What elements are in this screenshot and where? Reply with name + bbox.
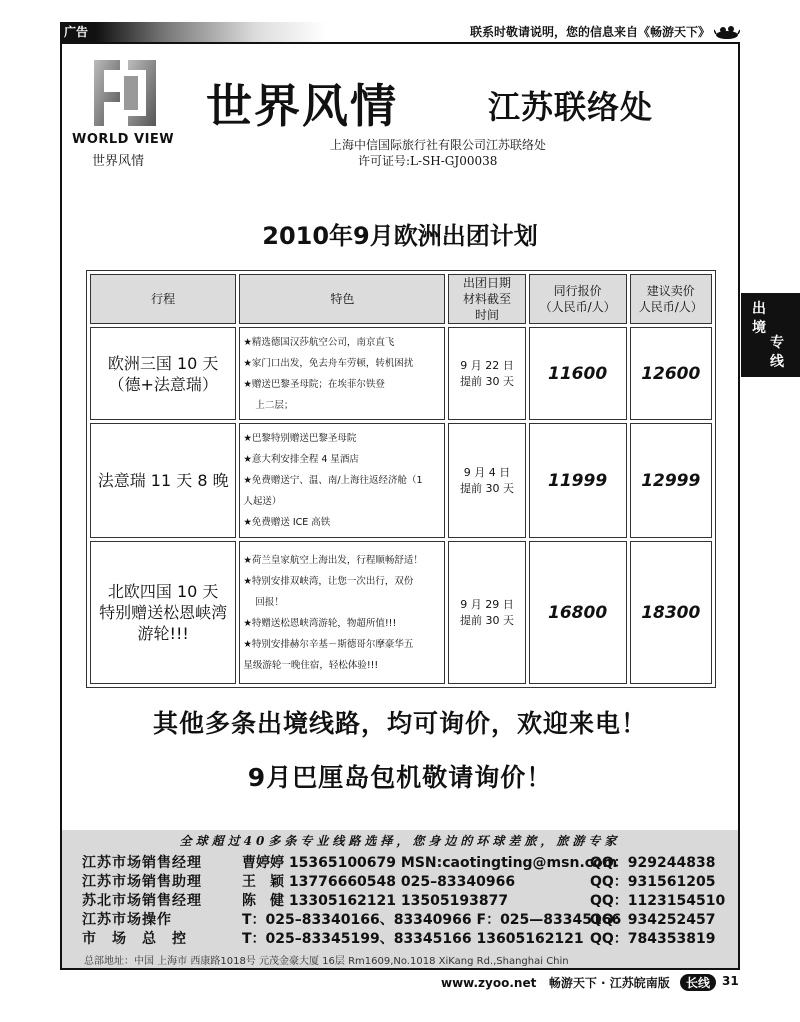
- contact-qq: QQ：784353819: [590, 931, 716, 947]
- deadline: 提前 30 天: [460, 613, 515, 627]
- feature-line: ★免费赠送 ICE 高铁: [243, 517, 331, 528]
- header-route: 行程: [90, 274, 236, 324]
- route-line: 法意瑞 11 天 8 晚: [97, 471, 229, 490]
- promo-line-2: 9月巴厘岛包机敬请询价！: [247, 763, 553, 792]
- date-cell: [448, 423, 525, 538]
- date-cell: [448, 541, 525, 684]
- features-cell: [239, 541, 445, 684]
- header-date-l2: 材料截至: [463, 292, 512, 306]
- table-header-row: [90, 274, 712, 324]
- contact-info: T：025–83345199、83345166 13605162121: [242, 931, 584, 947]
- contact-info: 陈 健 13305162121 13505193877: [242, 893, 509, 909]
- hq-address: 总部地址：中国 上海市 西康路1018号 元茂金豪大厦 16层 Rm1609,No.1018 XiKang Rd.,Shanghai Chin: [84, 956, 569, 967]
- contact-role: 江苏市场销售经理: [82, 855, 202, 871]
- ad-frame: [60, 42, 740, 970]
- suggested-price: 12999: [630, 423, 712, 538]
- deadline: 提前 30 天: [460, 481, 515, 495]
- feature-line: ★精选德国汉莎航空公司，南京直飞: [243, 336, 395, 348]
- header-date-l1: 出团日期: [463, 276, 512, 290]
- route-line: 游轮!!!: [137, 624, 189, 643]
- departure-date: 9 月 29 日: [460, 597, 514, 611]
- mascot-icon: [714, 24, 740, 40]
- contact-role: 江苏市场操作: [82, 912, 172, 928]
- deadline: 提前 30 天: [460, 374, 515, 388]
- feature-line: ★赠送巴黎圣母院；在埃菲尔铁登: [243, 378, 385, 390]
- brand-office: 江苏联络处: [488, 88, 654, 126]
- footer-section-badge: 长线: [680, 974, 716, 991]
- side-tab-char: 专: [770, 335, 784, 351]
- suggested-price: 18300: [630, 541, 712, 684]
- logo-chinese: 世界风情: [92, 154, 145, 169]
- feature-line: ★免费赠送宁、温、南/上海往返经济舱（1: [243, 475, 423, 486]
- feature-line: ★家门口出发，免去舟车劳顿，转机困扰: [243, 357, 414, 369]
- license-number: 许可证号:L-SH-GJ00038: [358, 154, 498, 168]
- feature-line: ★特别安排双峡湾，让您一次出行，双份: [243, 575, 414, 587]
- header-sell-l2: 人民币/人）: [638, 300, 703, 314]
- contact-row: [82, 928, 584, 948]
- feature-line: ★巴黎特别赠送巴黎圣母院: [243, 433, 357, 444]
- contact-role: 苏北市场销售经理: [82, 893, 202, 909]
- trade-price: 11999: [529, 423, 627, 538]
- header-price-l2: （人民币/人）: [539, 300, 616, 314]
- contact-qq: QQ：931561205: [590, 874, 716, 890]
- trade-price: 11600: [529, 327, 627, 420]
- page-number: 31: [722, 974, 739, 988]
- side-tab-char: 出: [752, 301, 766, 317]
- footer-site: www.zyoo.net: [441, 976, 537, 990]
- header-date-l3: 时间: [475, 308, 500, 322]
- plan-title: 2010年9月欧洲出团计划: [262, 222, 538, 250]
- route-line: （德+法意瑞）: [108, 374, 218, 394]
- footer-magazine: 畅游天下 · 江苏皖南版: [548, 976, 670, 990]
- feature-line: ★荷兰皇家航空上海出发，行程顺畅舒适！: [243, 554, 423, 566]
- contact-qq: QQ：1123154510: [590, 893, 726, 909]
- route-line: 特别赠送松恩峡湾: [99, 603, 228, 622]
- feature-line: 上二层；: [255, 399, 294, 411]
- ad-label: 广告: [60, 22, 96, 42]
- feature-line: ★特赠送松恩峡湾游轮，物超所值!!!: [243, 617, 397, 629]
- feature-line: ★特别安排赫尔辛基－斯德哥尔摩豪华五: [243, 638, 414, 650]
- route-line: 欧洲三国 10 天: [107, 353, 219, 373]
- header-sell-l1: 建议卖价: [646, 284, 695, 298]
- side-tab-outbound: [741, 293, 800, 377]
- top-slogan: 联系时敬请说明，您的信息来自《畅游天下》: [469, 25, 710, 39]
- contact-role: 市 场 总 控: [82, 931, 187, 947]
- top-gradient: [96, 22, 326, 42]
- feature-line: 星级游轮一晚住宿，轻松体验!!!: [243, 659, 379, 671]
- feature-line: 人起送）: [243, 496, 282, 507]
- contact-row: [82, 871, 515, 891]
- date-cell: [448, 327, 525, 420]
- contact-block: [62, 830, 738, 970]
- side-tab-char: 境: [752, 320, 766, 336]
- suggested-price: 12600: [630, 327, 712, 420]
- departure-date: 9 月 22 日: [460, 358, 514, 372]
- route-cell: [90, 423, 236, 538]
- table-row: [90, 327, 712, 420]
- contact-role: 江苏市场销售助理: [82, 874, 202, 890]
- contact-info: T：025–83340166、83340966 F：025—83345166: [242, 912, 622, 928]
- contact-info: 曹婷婷 15365100679 MSN:caotingting@msn.com: [242, 855, 618, 871]
- brand-title: 世界风情: [206, 79, 398, 133]
- promo-line-1: 其他多条出境线路，均可询价，欢迎来电！: [152, 709, 647, 738]
- table-row: [90, 541, 712, 684]
- header-features: 特色: [239, 274, 445, 324]
- side-tab-char: 线: [770, 354, 784, 370]
- table-row: [90, 423, 712, 538]
- contact-slogan: 全球超过40多条专业线路选择，您身边的环球差旅，旅游专家: [179, 834, 621, 848]
- page-footer: [441, 974, 722, 991]
- departure-date: 9 月 4 日: [463, 465, 511, 479]
- contact-qq: QQ：929244838: [590, 855, 716, 871]
- feature-line: ★意大利安排全程 4 星酒店: [243, 454, 359, 465]
- world-view-logo-icon: [90, 56, 160, 130]
- contact-row: [82, 909, 621, 929]
- features-cell: [239, 423, 445, 538]
- contact-info: 王 颖 13776660548 025–83340966: [242, 874, 516, 890]
- features-cell: [239, 327, 445, 420]
- header-price: [529, 274, 627, 324]
- route-cell: [90, 327, 236, 420]
- top-bar: [60, 22, 740, 42]
- contact-row: [82, 852, 617, 872]
- contact-row: [82, 890, 508, 910]
- trade-price: 16800: [529, 541, 627, 684]
- feature-line: 回报！: [255, 596, 284, 608]
- header-price-l1: 同行报价: [553, 284, 602, 298]
- contact-qq: QQ：934252457: [590, 912, 716, 928]
- logo-english: WORLD VIEW: [72, 132, 175, 147]
- agency-name: 上海中信国际旅行社有限公司江苏联络处: [330, 138, 547, 152]
- tour-table: [86, 270, 716, 688]
- header-sell: [630, 274, 712, 324]
- route-line: 北欧四国 10 天: [107, 582, 219, 601]
- header-date: [448, 274, 525, 324]
- route-cell: [90, 541, 236, 684]
